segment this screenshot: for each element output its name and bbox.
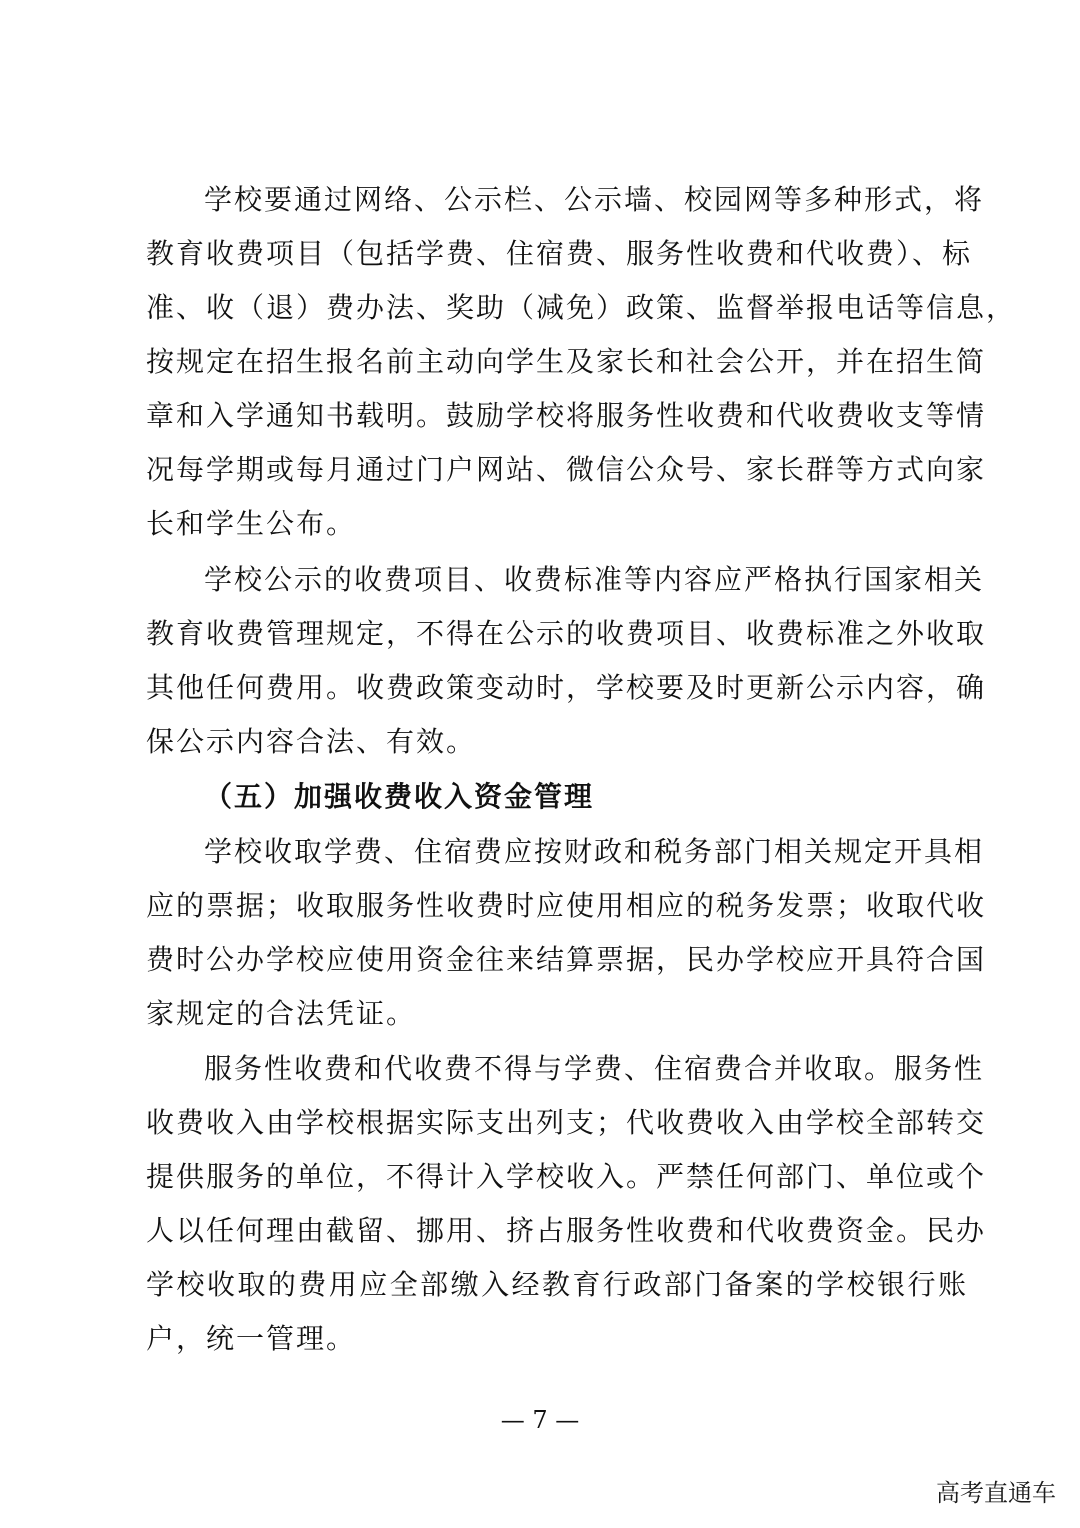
page-number: — 7 — [500, 1406, 580, 1434]
paragraph-2-line-4: 保公示内容合法、有效。 [146, 725, 477, 758]
paragraph-2-line-2: 教育收费管理规定，不得在公示的收费项目、收费标准之外收取 [146, 617, 987, 650]
paragraph-2-line-1: 学校公示的收费项目、收费标准等内容应严格执行国家相关 [204, 563, 985, 596]
paragraph-4-line-5: 学校收取的费用应全部缴入经教育行政部门备案的学校银行账 [146, 1268, 968, 1301]
watermark-text: 高考直通车 [936, 1479, 1056, 1507]
paragraph-1-line-7: 长和学生公布。 [146, 507, 357, 540]
paragraph-1-line-4: 按规定在招生报名前主动向学生及家长和社会公开，并在招生简 [146, 345, 987, 378]
paragraph-1-line-1: 学校要通过网络、公示栏、公示墙、校园网等多种形式，将 [204, 183, 985, 216]
paragraph-4-line-6: 户，统一管理。 [146, 1322, 357, 1355]
paragraph-3-line-4: 家规定的合法凭证。 [146, 997, 417, 1030]
section-heading: （五）加强收费收入资金管理 [204, 780, 595, 813]
paragraph-3-line-3: 费时公办学校应使用资金往来结算票据，民办学校应开具符合国 [146, 943, 987, 976]
paragraph-4-line-2: 收费收入由学校根据实际支出列支；代收费收入由学校全部转交 [146, 1106, 987, 1139]
paragraph-1-line-6: 况每学期或每月通过门户网站、微信公众号、家长群等方式向家 [146, 453, 987, 486]
paragraph-3-line-2: 应的票据；收取服务性收费时应使用相应的税务发票；收取代收 [146, 889, 987, 922]
paragraph-4-line-3: 提供服务的单位，不得计入学校收入。严禁任何部门、单位或个 [146, 1160, 987, 1193]
paragraph-1-line-5: 章和入学通知书载明。鼓励学校将服务性收费和代收费收支等情 [146, 399, 987, 432]
paragraph-4-line-4: 人以任何理由截留、挪用、挤占服务性收费和代收费资金。民办 [146, 1214, 987, 1247]
paragraph-1-line-2: 教育收费项目（包括学费、住宿费、服务性收费和代收费）、标 [146, 237, 973, 270]
paragraph-2-line-3: 其他任何费用。收费政策变动时，学校要及时更新公示内容，确 [146, 671, 987, 704]
paragraph-3-line-1: 学校收取学费、住宿费应按财政和税务部门相关规定开具相 [204, 835, 985, 868]
paragraph-4-line-1: 服务性收费和代收费不得与学费、住宿费合并收取。服务性 [204, 1052, 985, 1085]
paragraph-1-line-3: 准、收（退）费办法、奖助（减免）政策、监督举报电话等信息， [146, 291, 1017, 324]
